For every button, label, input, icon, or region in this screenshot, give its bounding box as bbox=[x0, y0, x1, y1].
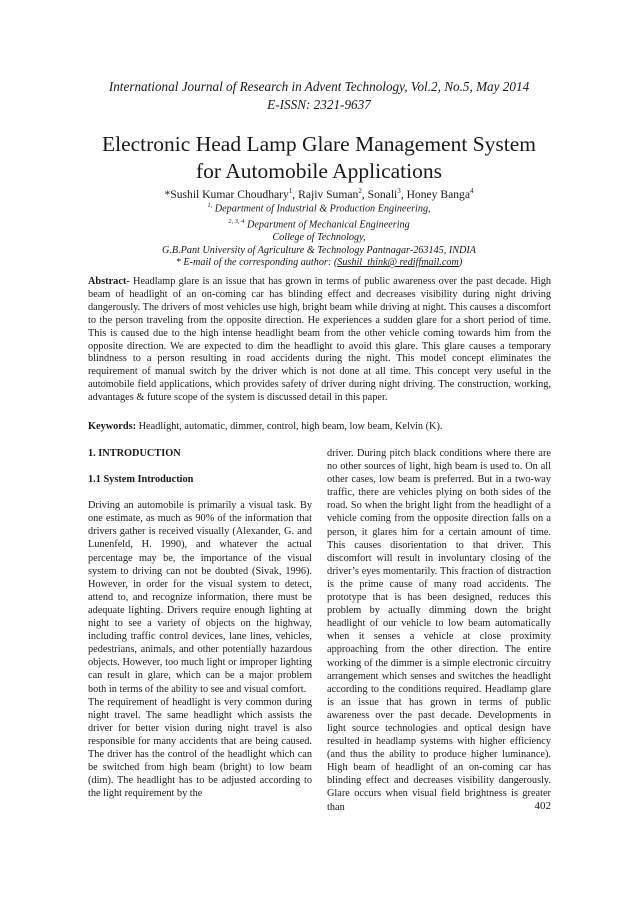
author-1: *Sushil Kumar Choudhary bbox=[164, 187, 289, 201]
intro-paragraph-1: Driving an automobile is primarily a visual task. By one estimate, as much as 90% of the information that drivers gather is received visually (Alexander, G. and Lunenfeld, H. 1990), and whatever the actual percentage may be, the importance of the visual system to driving can not be doubted (Sivak, 1996). However, in order for the visual system to detect, attend to, and recognize information, there must be adequate lighting. Drivers require enough lighting at night to see a variety of objects on the highway, including traffic control devices, lane lines, vehicles, pedestrians, animals, and other potentially hazardous objects. However, too much light or improper lighting can result in glare, which can be a major problem both in terms of the ability to see and visual comfort. bbox=[88, 500, 312, 695]
affiliation-2 bbox=[60, 216, 578, 232]
keywords-text: Headlight, automatic, dimmer, control, high beam, low beam, Kelvin (K). bbox=[136, 421, 443, 432]
affiliation-university: G.B.Pant University of Agriculture & Technology Pantnagar-263145, INDIA bbox=[161, 244, 477, 256]
intro-paragraph-3: driver. During pitch black conditions where there are no other sources of light, high beam is used to. On all other cases, low beam is preferred. But in a two-way traffic, there are vehicles plying on both sides of the road. So when the bright light from the headlight of a vehicle coming from the opposite direction falls on a person, it glares him for a certain amount of time. This causes disorientation to that driver. This discomfort will result in involuntary closing of the driver’s eyes momentarily. This fraction of distraction is the prime cause of many road accidents. The prototype that is has been designed, reduces this problem by actually dimming down the bright headlight of our vehicle to low beam automatically when it senses a vehicle at close proximity approaching from the other direction. The entire working of the dimmer is a simple electronic circuitry arrangement which senses and switches the headlight according to the conditions required. Headlamp glare is an issue that has grown in terms of public awareness over the past decade. Developments in light source technologies and optical design have resulted in headlamp systems with higher efficiency (and thus the ability to produce higher luminance). High beam of headlight of an on-coming car has blinding effect and decreases visibility dangerously. Glare occurs when visual field brightness is greater than bbox=[327, 448, 551, 813]
keywords-label: Keywords: bbox=[88, 421, 137, 432]
journal-header bbox=[70, 78, 568, 114]
section-heading-introduction: 1. INTRODUCTION bbox=[88, 448, 181, 459]
email-link[interactable]: Sushil_think@ rediffmail.com bbox=[337, 257, 459, 269]
affiliation-1 bbox=[60, 200, 578, 216]
affiliation-1-marker: 1, bbox=[207, 202, 213, 209]
abstract bbox=[88, 276, 551, 405]
abstract-label: Abstract- bbox=[88, 276, 130, 287]
journal-citation: International Journal of Research in Advent Technology, Vol.2, No.5, May 2014 bbox=[108, 79, 530, 94]
email-prefix: * E-mail of the corresponding author: ( bbox=[175, 257, 338, 269]
column-right bbox=[327, 447, 551, 814]
affiliation-1-text: Department of Industrial & Production Engineering, bbox=[212, 203, 431, 215]
keywords bbox=[88, 420, 551, 433]
affiliations bbox=[60, 200, 578, 270]
paper-title-line1: Electronic Head Lamp Glare Management System bbox=[101, 132, 537, 156]
subsection-heading-system-introduction: 1.1 System Introduction bbox=[88, 474, 194, 486]
column-left bbox=[88, 447, 312, 800]
author-2: , Rajiv Suman bbox=[292, 187, 359, 201]
corresponding-email-line bbox=[60, 257, 578, 270]
page-number: 402 bbox=[534, 800, 551, 812]
affiliation-college: College of Technology, bbox=[272, 231, 366, 243]
journal-issn: E-ISSN: 2321-9637 bbox=[267, 97, 371, 112]
paper-title-line2: for Automobile Applications bbox=[195, 159, 443, 183]
author-4-marker: 4 bbox=[470, 187, 474, 195]
affiliation-2-text: Department of Mechanical Engineering bbox=[244, 219, 410, 231]
author-2-marker: 2 bbox=[358, 187, 362, 195]
author-3-marker: 3 bbox=[397, 187, 401, 195]
intro-paragraph-2: The requirement of headlight is very common during night travel. The same headlight which assists the driver for better vision during night travel is also responsible for many accidents that are being caused. The driver has the control of the headlight which can be switched from high beam (bright) to low beam (dim). The headlight has to be adjusted according to the light requirement by the bbox=[88, 696, 312, 800]
paper-title bbox=[60, 131, 578, 185]
affiliation-2-marker: 2, 3, 4 bbox=[228, 217, 245, 225]
abstract-text: Headlamp glare is an issue that has grown in terms of public awareness over the past decade. High beam of headlight of an on-coming car has blinding effect and decreases visibility during night driving dangerously. The drivers of most vehicles use high, bright beam while driving at night. This causes a discomfort to the person traveling from the opposite direction. He experiences a sudden glare for a short period of time. This is caused due to the high intense headlight beam from the other vehicle coming towards him from the opposite direction. We are expected to dim the headlight to avoid this glare. This glare causes a temporary blindness to a person resulting in road accidents during the night. This model concept eliminates the requirement of manual switch by the driver which is not done at all time. This concept very useful in the automobile field applications, which provides safety of driver during night driving. The construction, working, advantages & future scope of the system is discussed detail in this paper. bbox=[88, 276, 551, 404]
author-1-marker: 1 bbox=[288, 187, 293, 195]
author-4: , Honey Banga bbox=[400, 187, 470, 201]
email-suffix: ) bbox=[458, 257, 463, 269]
author-3: , Sonali bbox=[361, 187, 398, 201]
